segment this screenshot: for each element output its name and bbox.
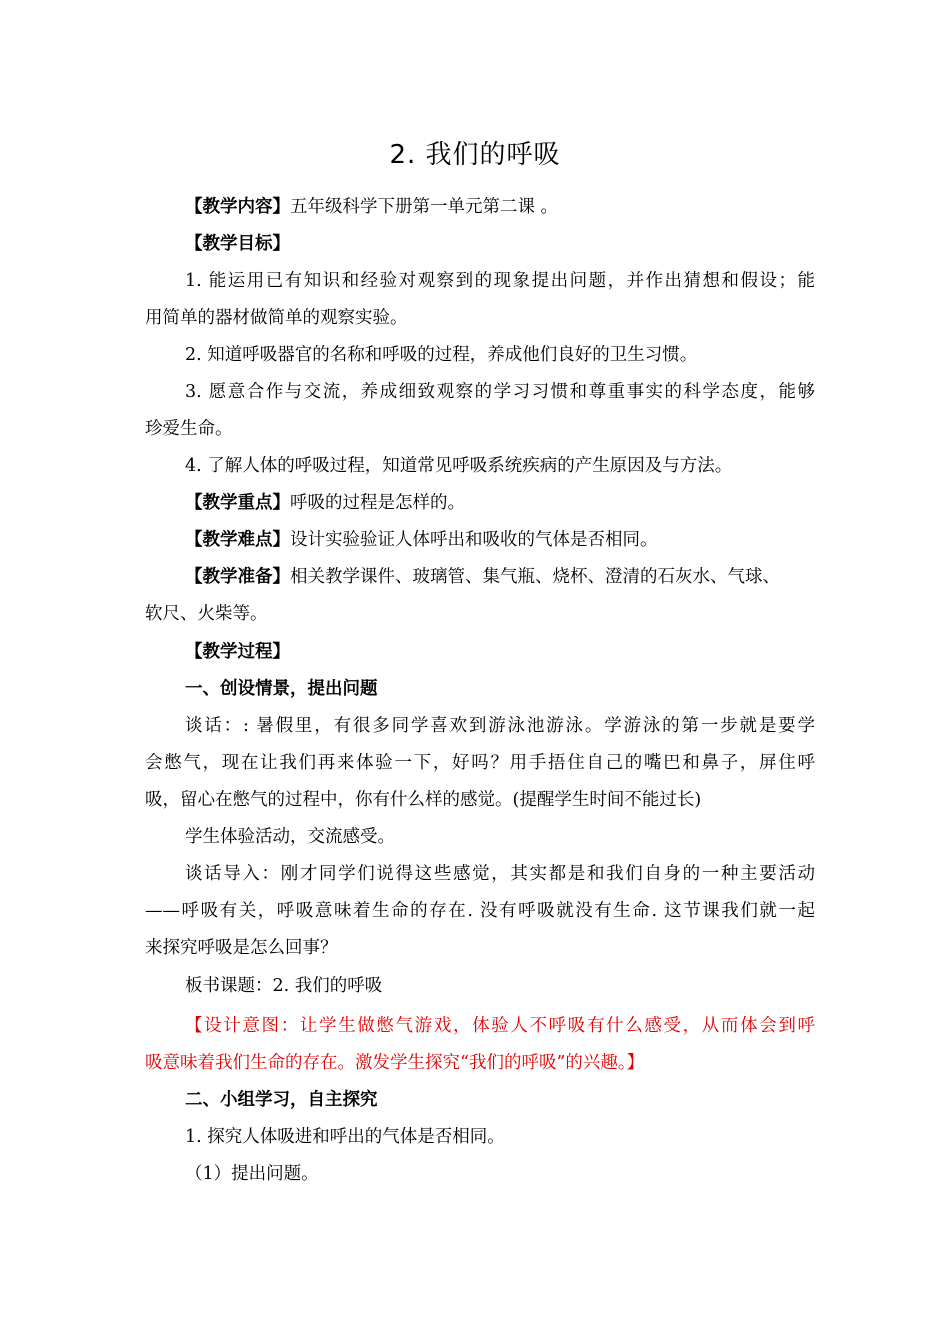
intro-line-1: 谈话导入：刚才同学们说得这些感觉，其实都是和我们自身的一种主要活动	[185, 864, 815, 884]
preparation	[185, 565, 855, 589]
intro-line-2: ——呼吸有关，呼吸意味着生命的存在. 没有呼吸就没有生命. 这节课我们就一起	[145, 901, 815, 921]
difficulty-text: 设计实验验证人体呼出和吸收的气体是否相同。	[290, 530, 658, 550]
talk-line-2: 会憋气，现在让我们再来体验一下，好吗？用手捂住自己的嘴巴和鼻子，屏住呼	[145, 753, 815, 773]
objective-3-line-1: 3. 愿意合作与交流，养成细致观察的学习习惯和尊重事实的科学态度，能够	[185, 382, 815, 402]
objective-2: 2. 知道呼吸器官的名称和呼吸的过程，养成他们良好的卫生习惯。	[185, 345, 698, 365]
key-text: 呼吸的过程是怎样的。	[290, 493, 465, 513]
content-text: 五年级科学下册第一单元第二课 。	[290, 197, 559, 217]
objective-3-line-2: 珍爱生命。	[145, 419, 233, 439]
prep-text: 相关教学课件、玻璃管、集气瓶、烧杯、澄清的石灰水、气球、	[290, 567, 780, 587]
explore-1: 1. 探究人体吸进和呼出的气体是否相同。	[185, 1127, 505, 1147]
intro-line-3: 来探究呼吸是怎么回事？	[145, 938, 338, 958]
talk-line-1: 谈话：: 暑假里，有很多同学喜欢到游泳池游泳。学游泳的第一步就是要学	[185, 716, 815, 736]
key-point	[185, 491, 855, 515]
objective-1-line-2: 用简单的器材做简单的观察实验。	[145, 308, 408, 328]
board-title: 板书课题：2. 我们的呼吸	[185, 976, 383, 996]
step-1: （1）提出问题。	[185, 1164, 319, 1184]
teaching-content	[185, 195, 855, 219]
difficulty-label: 【教学难点】	[185, 530, 290, 550]
prep-label: 【教学准备】	[185, 567, 290, 587]
difficulty	[185, 528, 855, 552]
section-1-heading: 一、创设情景，提出问题	[185, 679, 378, 699]
objective-1-line-1: 1. 能运用已有知识和经验对观察到的现象提出问题，并作出猜想和假设；能	[185, 271, 815, 291]
design-intent-line-1: 【设计意图：让学生做憋气游戏，体验人不呼吸有什么感受，从而体会到呼	[185, 1016, 815, 1036]
process-label: 【教学过程】	[185, 642, 290, 662]
design-intent-line-2: 吸意味着我们生命的存在。激发学生探究“我们的呼吸”的兴趣。】	[145, 1053, 645, 1073]
page-title: 2. 我们的呼吸	[389, 140, 561, 170]
talk-line-3: 吸，留心在憋气的过程中，你有什么样的感觉。(提醒学生时间不能过长)	[145, 790, 702, 810]
student-activity: 学生体验活动，交流感受。	[185, 827, 395, 847]
objectives-label: 【教学目标】	[185, 234, 290, 254]
section-2-heading: 二、小组学习，自主探究	[185, 1090, 378, 1110]
objective-4: 4. 了解人体的呼吸过程，知道常见呼吸系统疾病的产生原因及与方法。	[185, 456, 733, 476]
preparation-line-2: 软尺、火柴等。	[145, 604, 268, 624]
content-label: 【教学内容】	[185, 197, 290, 217]
key-label: 【教学重点】	[185, 493, 290, 513]
